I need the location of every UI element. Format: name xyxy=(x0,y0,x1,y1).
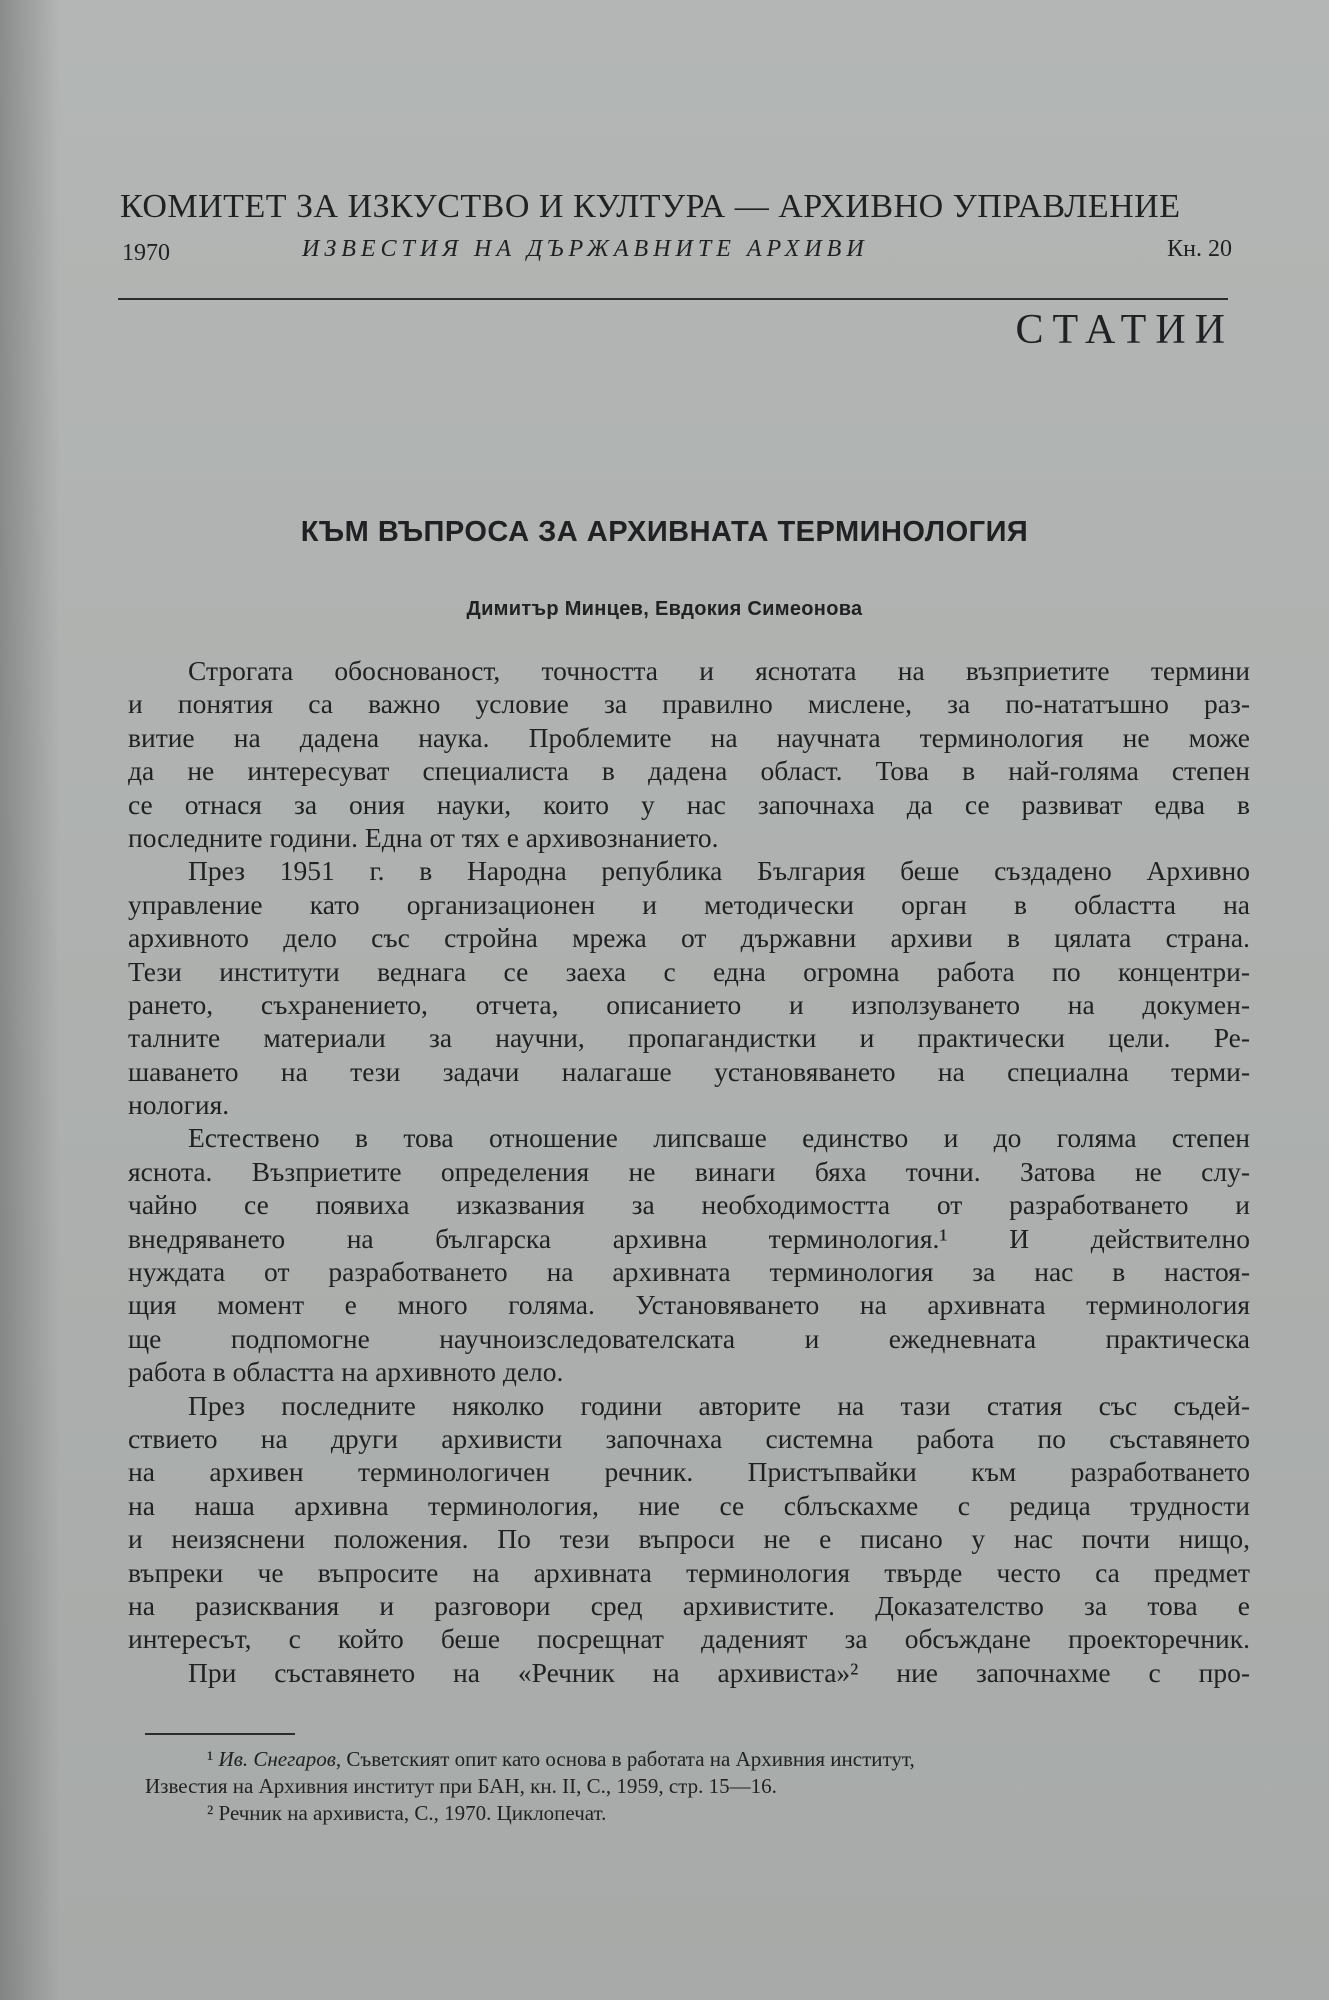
header-journal-title: ИЗВЕСТИЯ НА ДЪРЖАВНИТЕ АРХИВИ xyxy=(302,236,869,262)
body-line: архивното дело със стройна мрежа от държавни архиви в цялата страна. xyxy=(128,922,1250,954)
body-line: работа в областта на архивното дело. xyxy=(128,1356,564,1388)
body-line: на наша архивна терминология, ние се сблъскахме с редица трудности xyxy=(128,1489,1250,1521)
body-line: шаването на тези задачи налагаше установяването на специална терми- xyxy=(128,1055,1250,1087)
body-line: нология. xyxy=(128,1089,230,1121)
footnotes xyxy=(145,1746,1260,1827)
article-title: КЪМ ВЪПРОСА ЗА АРХИВНАТА ТЕРМИНОЛОГИЯ xyxy=(300,516,1029,548)
article-body xyxy=(128,654,1250,1689)
body-line: Естествено в това отношение липсваше единство и до голяма степен xyxy=(188,1122,1250,1154)
footnote-2 xyxy=(145,1800,1260,1827)
body-line: да не интересуват специалиста в дадена област. Това в най-голяма степен xyxy=(128,755,1250,787)
body-line: яснота. Възприетите определения не винаги бяха точни. Затова не слу- xyxy=(128,1155,1250,1187)
header-rule xyxy=(118,298,1228,300)
body-line: витие на дадена наука. Проблемите на научната терминология не може xyxy=(128,721,1250,753)
section-heading: СТАТИИ xyxy=(1015,307,1234,353)
body-line: интересът, с който беше посрещнат даденият за обсъждане проекторечник. xyxy=(128,1623,1250,1655)
header-organization: КОМИТЕТ ЗА ИЗКУСТВО И КУЛТУРА — АРХИВНО УПРАВЛЕНИЕ xyxy=(120,188,1181,225)
body-line: последните години. Една от тях е архивознанието. xyxy=(128,821,719,853)
body-line: Тези институти веднага се заеха с една огромна работа по концентри- xyxy=(128,955,1250,987)
header-year: 1970 xyxy=(122,240,170,266)
body-line: При съставянето на «Речник на архивиста»² ние започнахме с про- xyxy=(188,1656,1250,1688)
body-line: въпреки че въпросите на архивната терминология твърде често са предмет xyxy=(128,1556,1250,1588)
body-line: Строгата обоснованост, точността и яснотата на възприетите термини xyxy=(188,655,1250,686)
body-line: През последните няколко години авторите на тази статия със съдей- xyxy=(188,1389,1250,1421)
body-line: чайно се появиха изказвания за необходимостта от разработването и xyxy=(128,1189,1250,1221)
body-line: и неизяснени положения. По тези въпроси не е писано у нас почти нищо, xyxy=(128,1523,1250,1555)
body-line: внедряването на българска архивна терминология.¹ И действително xyxy=(128,1222,1250,1254)
header-book-number: Кн. 20 xyxy=(1167,236,1232,262)
body-line: ще подпомогне научноизследователската и ежедневната практическа xyxy=(128,1322,1250,1354)
body-line: нуждата от разработването на архивната терминология за нас в настоя- xyxy=(128,1256,1250,1288)
body-line: се отнася за ония науки, които у нас започнаха да се развиват едва в xyxy=(128,788,1250,820)
footnote-2-mark: ² xyxy=(207,1801,214,1825)
body-line: През 1951 г. в Народна република България беше създадено Архивно xyxy=(188,855,1250,887)
article-authors: Димитър Минцев, Евдокия Симеонова xyxy=(466,598,863,620)
body-line: на архивен терминологичен речник. Пристъпвайки към разработването xyxy=(128,1456,1250,1488)
footnote-1-continuation: Известия на Архивния институт при БАН, кн. II, С., 1959, стр. 15—16. xyxy=(145,1774,777,1798)
footnote-1-text: , Съветският опит като основа в работата на Архивния институт, xyxy=(335,1747,915,1771)
body-line: ствието на други архивисти започнаха системна работа по съставянето xyxy=(128,1422,1250,1454)
footnote-2-text: Речник на архивиста, С., 1970. Циклопечат. xyxy=(218,1801,607,1825)
body-line: талните материали за научни, пропагандистки и практически цели. Ре- xyxy=(128,1022,1250,1054)
footnote-1-author: Ив. Снегаров xyxy=(218,1747,336,1771)
body-line: щия момент е много голяма. Установяването на архивната терминология xyxy=(128,1289,1250,1321)
body-line: рането, съхранението, отчета, описанието и използуването на докумен- xyxy=(128,988,1250,1020)
body-line: и понятия са важно условие за правилно мислене, за по-нататъшно раз- xyxy=(128,688,1250,720)
body-line: управление като организационен и методически орган в областта на xyxy=(128,888,1250,920)
footnote-1 xyxy=(145,1746,1260,1773)
footnote-rule xyxy=(145,1733,295,1735)
body-line: на разисквания и разговори сред архивистите. Доказателство за това е xyxy=(128,1589,1250,1621)
footnote-1-mark: ¹ xyxy=(207,1747,214,1771)
page-edge-shadow xyxy=(0,0,60,2000)
header-journal-line xyxy=(122,236,1232,270)
